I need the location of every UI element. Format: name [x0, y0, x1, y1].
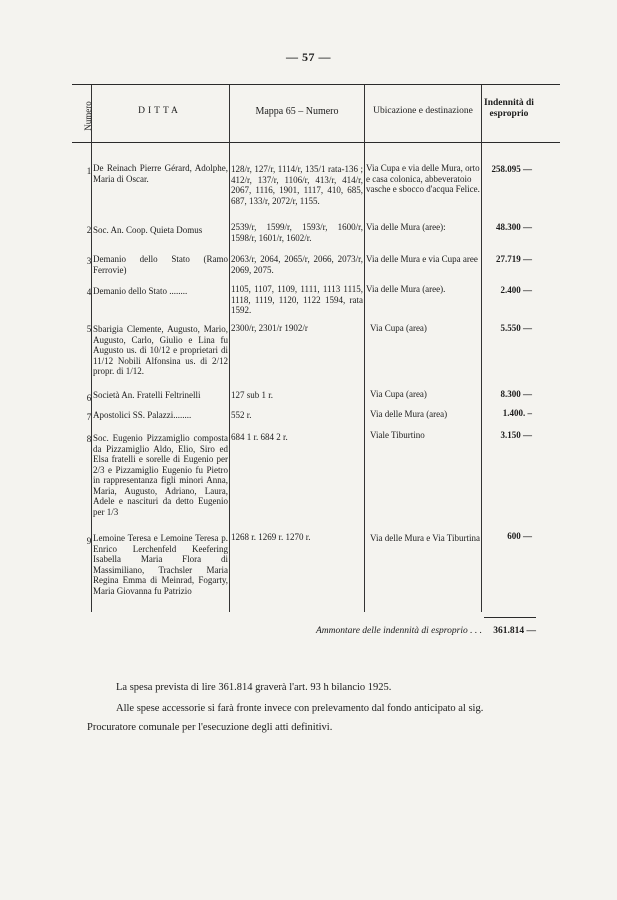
header-ubicazione: Ubicazione e destinazione	[373, 106, 473, 116]
row-mappa: 2063/r, 2064, 2065/r, 2066, 2073/r, 2069, 2075.	[231, 254, 363, 275]
row-number: 8	[86, 434, 92, 444]
row-ditta: Demanio dello Stato ........	[93, 286, 188, 296]
row-mappa: 684 1 r. 684 2 r.	[231, 432, 288, 442]
row-ditta: Società An. Fratelli Feltrinelli	[93, 390, 201, 400]
row-importo: 1.400. –	[502, 408, 532, 418]
col-divider-1	[91, 85, 92, 612]
row-number: 4	[86, 287, 92, 297]
row-importo: 8.300 —	[500, 389, 532, 399]
row-importo: 27.719 —	[496, 254, 532, 264]
row-mappa: 2539/r, 1599/r, 1593/r, 1600/r, 1598/r, 1601/r, 1602/r.	[231, 222, 363, 243]
row-ubicazione: Viale Tiburtino	[370, 430, 425, 440]
row-mappa: 1105, 1107, 1109, 1111, 1113 1115, 1118, 1119, 1120, 1122 1594, rata 1592.	[231, 284, 363, 315]
row-mappa: 1268 r. 1269 r. 1270 r.	[231, 532, 311, 542]
row-number: 3	[86, 256, 92, 266]
row-mappa: 2300/r, 2301/r 1902/r	[231, 323, 308, 333]
col-divider-3	[364, 85, 365, 612]
row-ditta: De Reinach Pierre Gérard, Adolphe, Maria di Oscar.	[93, 163, 228, 184]
total-top-rule	[484, 617, 536, 618]
row-number: 9	[86, 536, 92, 546]
row-importo: 600 —	[507, 531, 532, 541]
row-ubicazione: Via delle Mura (area)	[370, 409, 448, 419]
table-top-rule	[72, 84, 560, 85]
row-number: 1	[86, 166, 92, 176]
row-ubicazione: Via delle Mura e via Cupa aree	[366, 254, 478, 264]
header-mappa: Mappa 65 – Numero	[255, 106, 339, 117]
header-ditta: DITTA	[138, 106, 181, 116]
row-ditta: Soc. An. Coop. Quieta Domus	[93, 225, 203, 235]
row-importo: 3.150 —	[500, 430, 532, 440]
row-ubicazione: Via Cupa (area)	[370, 389, 427, 399]
row-importo: 48.300 —	[496, 222, 532, 232]
row-ditta: Lemoine Teresa e Lemoine Teresa p. Enrico Lerchenfeld Keefering Isabella Maria Flora di Massimiliano, Trachsler Maria Regina Emma di Meinrad, Fogarty, Maria Giovanna fu Patrizio	[93, 533, 228, 596]
row-ubicazione: Via delle Mura e Via Tiburtina	[370, 533, 480, 543]
row-ubicazione: Via delle Mura (aree):	[366, 222, 446, 232]
paragraph-spesa: La spesa prevista di lire 361.814 graverà l'art. 93 h bilancio 1925.	[116, 682, 392, 693]
col-divider-2	[229, 85, 230, 612]
total-amount: 361.814 —	[493, 626, 536, 636]
row-ubicazione: Via Cupa (area)	[370, 323, 427, 333]
row-importo: 2.400 —	[500, 285, 532, 295]
row-mappa: 127 sub 1 r.	[231, 390, 274, 400]
paragraph-procuratore: Procuratore comunale per l'esecuzione degli atti definitivi.	[87, 722, 333, 733]
row-number: 2	[86, 225, 92, 235]
table-header-rule	[72, 142, 560, 143]
row-number: 7	[86, 412, 92, 422]
page-number: — 57 —	[286, 50, 331, 64]
header-numero: Numero	[83, 101, 93, 131]
row-importo: 258.095 —	[491, 164, 532, 174]
row-number: 6	[86, 393, 92, 403]
row-ubicazione: Via Cupa e via delle Mura, orto e casa colonica, abbeveratoio vasche e sbocco d'acqua Felice.	[366, 163, 480, 194]
row-ditta: Soc. Eugenio Pizzamiglio composta da Pizzamiglio Aldo, Elio, Siro ed Elsa fratelli e sorelle di Eugenio per 2/3 e Pizzamiglio Eugenio fu Pietro in rappresentanza figli minori Anna, Maria, Augusto, Adriano, Laura, Adele e nascituri da detto Eugenio per 1/3	[93, 433, 228, 517]
header-indennita: Indennità di esproprio	[484, 98, 534, 119]
row-ditta: Demanio dello Stato (Ramo Ferrovie)	[93, 254, 228, 275]
row-ditta: Apostolici SS. Palazzi........	[93, 410, 192, 420]
row-mappa: 128/r, 127/r, 1114/r, 135/1 rata-136 ; 412/r, 137/r, 1106/r, 413/r, 414/r, 2067, 1116, 1901, 1117, 410, 685, 687, 133/r, 2072/r, 1155.	[231, 164, 363, 206]
row-number: 5	[86, 324, 92, 334]
row-mappa: 552 r.	[231, 410, 252, 420]
row-importo: 5.550 —	[500, 323, 532, 333]
row-ubicazione: Via delle Mura (aree).	[366, 284, 446, 294]
paragraph-spese-accessorie: Alle spese accessorie si farà fronte invece con prelevamento dal fondo anticipato al sig.	[116, 703, 484, 714]
total-label: Ammontare delle indennità di esproprio . . .	[315, 626, 482, 636]
row-ditta: Sbarigia Clemente, Augusto, Mario, Augusto, Carlo, Giulio e Lina fu Augusto us. di 10/12 e proprietari di 11/12 Nobili Alfonsina us. di 2/12 propr. di 1/12.	[93, 324, 228, 376]
